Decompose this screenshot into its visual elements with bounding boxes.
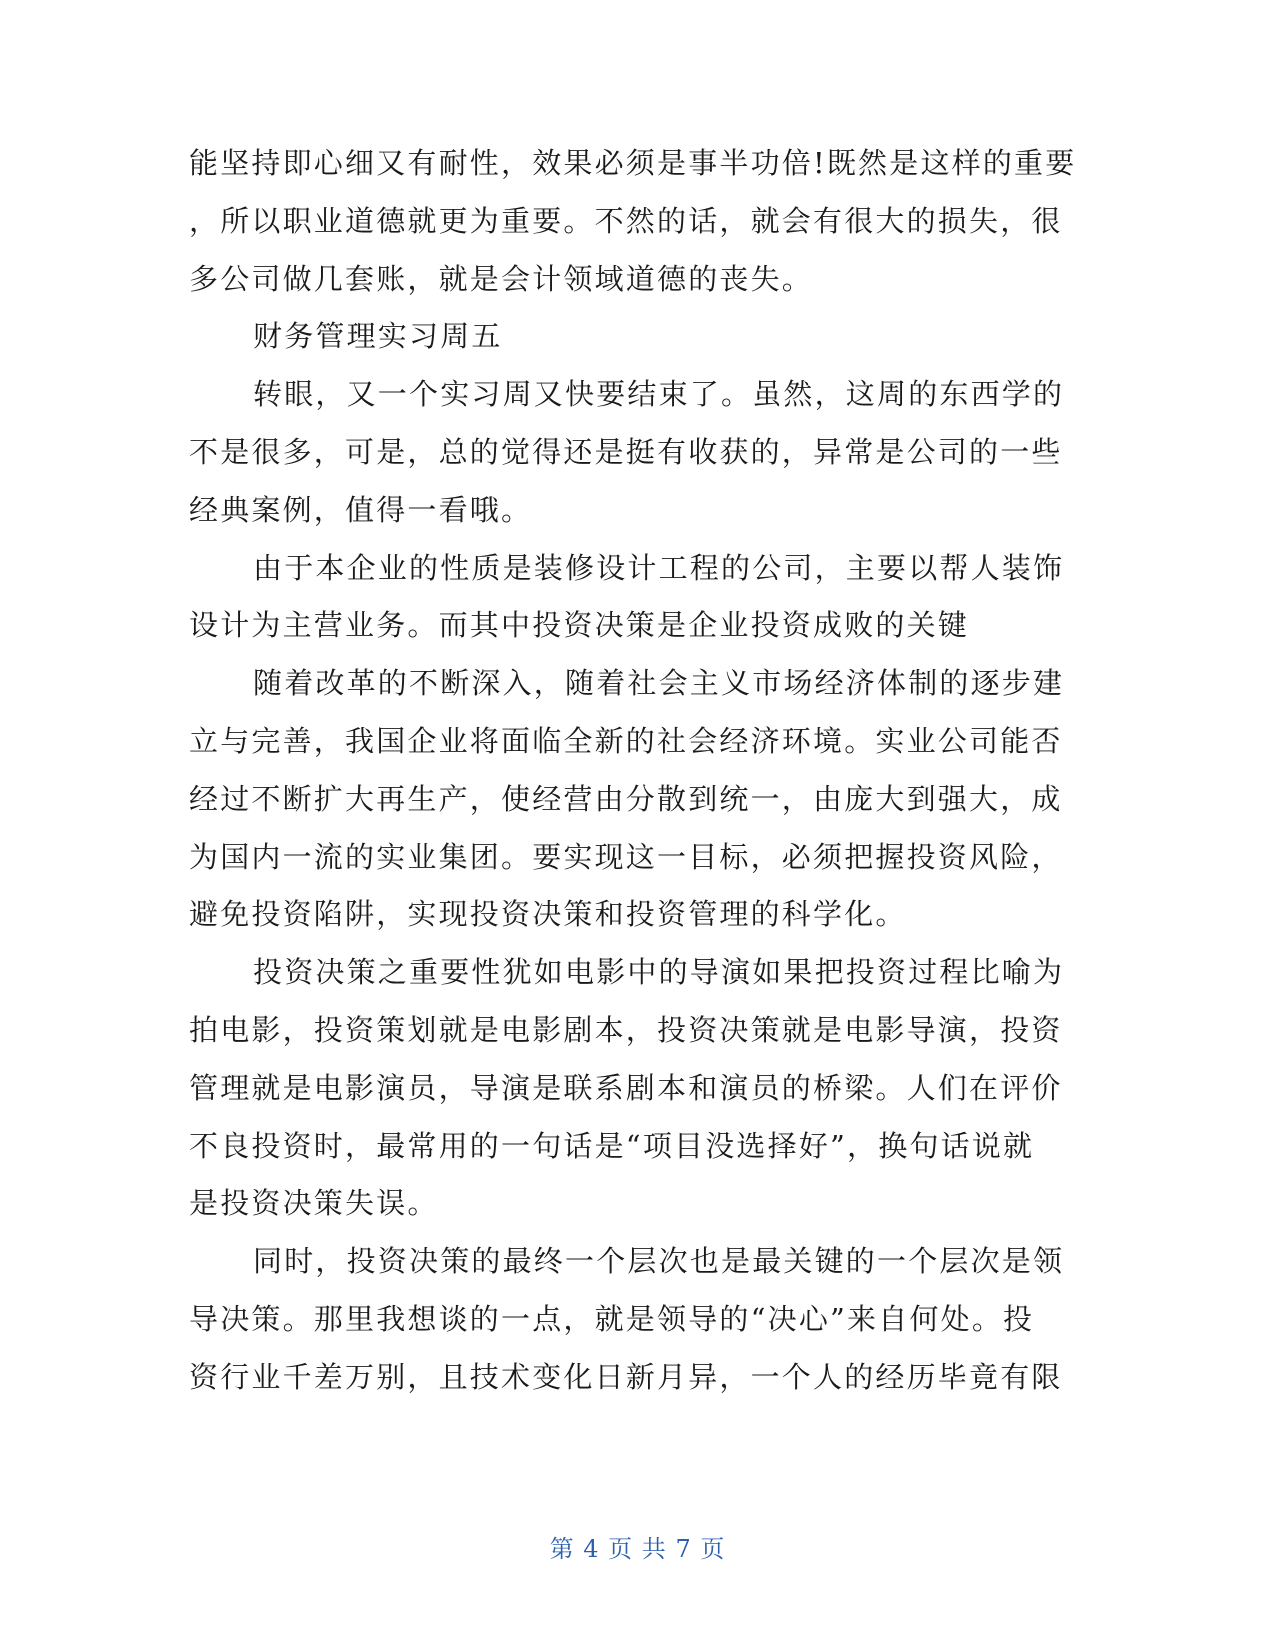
footer-suffix: 页 bbox=[700, 1535, 726, 1563]
text-line: 为国内一流的实业集团。要实现这一目标，必须把握投资风险， bbox=[189, 840, 1063, 874]
text-line: 投资决策之重要性犹如电影中的导演如果把投资过程比喻为 bbox=[253, 955, 1065, 989]
section-heading: 财务管理实习周五 bbox=[253, 319, 503, 353]
text-line: 拍电影，投资策划就是电影剧本，投资决策就是电影导演，投资 bbox=[189, 1013, 1063, 1047]
text-line: 管理就是电影演员，导演是联系剧本和演员的桥梁。人们在评价 bbox=[189, 1071, 1063, 1105]
text-line: 不是很多，可是，总的觉得还是挺有收获的，异常是公司的一些 bbox=[189, 435, 1063, 469]
text-line: 转眼，又一个实习周又快要结束了。虽然，这周的东西学的 bbox=[253, 377, 1065, 411]
text-line: 设计为主营业务。而其中投资决策是企业投资成败的关键 bbox=[189, 608, 970, 642]
footer-middle: 页 共 bbox=[608, 1535, 667, 1563]
current-page-number: 4 bbox=[583, 1535, 600, 1563]
text-line: 同时，投资决策的最终一个层次也是最关键的一个层次是领 bbox=[253, 1244, 1065, 1278]
text-line: 不良投资时，最常用的一句话是“项目没选择好”，换句话说就 bbox=[189, 1129, 1035, 1163]
text-line: 避免投资陷阱，实现投资决策和投资管理的科学化。 bbox=[189, 897, 907, 931]
page-footer bbox=[0, 1529, 1275, 1569]
text-line: 经过不断扩大再生产，使经营由分散到统一，由庞大到强大，成 bbox=[189, 782, 1063, 816]
text-line: 是投资决策失误。 bbox=[189, 1186, 439, 1220]
text-line: 导决策。那里我想谈的一点，就是领导的“决心”来自何处。投 bbox=[189, 1302, 1035, 1336]
text-line: 能坚持即心细又有耐性，效果必须是事半功倍!既然是这样的重要 bbox=[189, 146, 1077, 180]
text-line: ，所以职业道德就更为重要。不然的话，就会有很大的损失，很 bbox=[189, 204, 1063, 238]
text-line: 多公司做几套账，就是会计领域道德的丧失。 bbox=[189, 262, 814, 296]
text-line: 经典案例，值得一看哦。 bbox=[189, 493, 533, 527]
text-line: 立与完善，我国企业将面临全新的社会经济环境。实业公司能否 bbox=[189, 724, 1063, 758]
text-line: 资行业千差万别，且技术变化日新月异，一个人的经历毕竟有限 bbox=[189, 1360, 1063, 1394]
total-pages-number: 7 bbox=[675, 1535, 692, 1563]
footer-prefix: 第 bbox=[549, 1535, 575, 1563]
text-line: 由于本企业的性质是装修设计工程的公司，主要以帮人装饰 bbox=[253, 551, 1065, 585]
text-line: 随着改革的不断深入，随着社会主义市场经济体制的逐步建 bbox=[253, 666, 1065, 700]
